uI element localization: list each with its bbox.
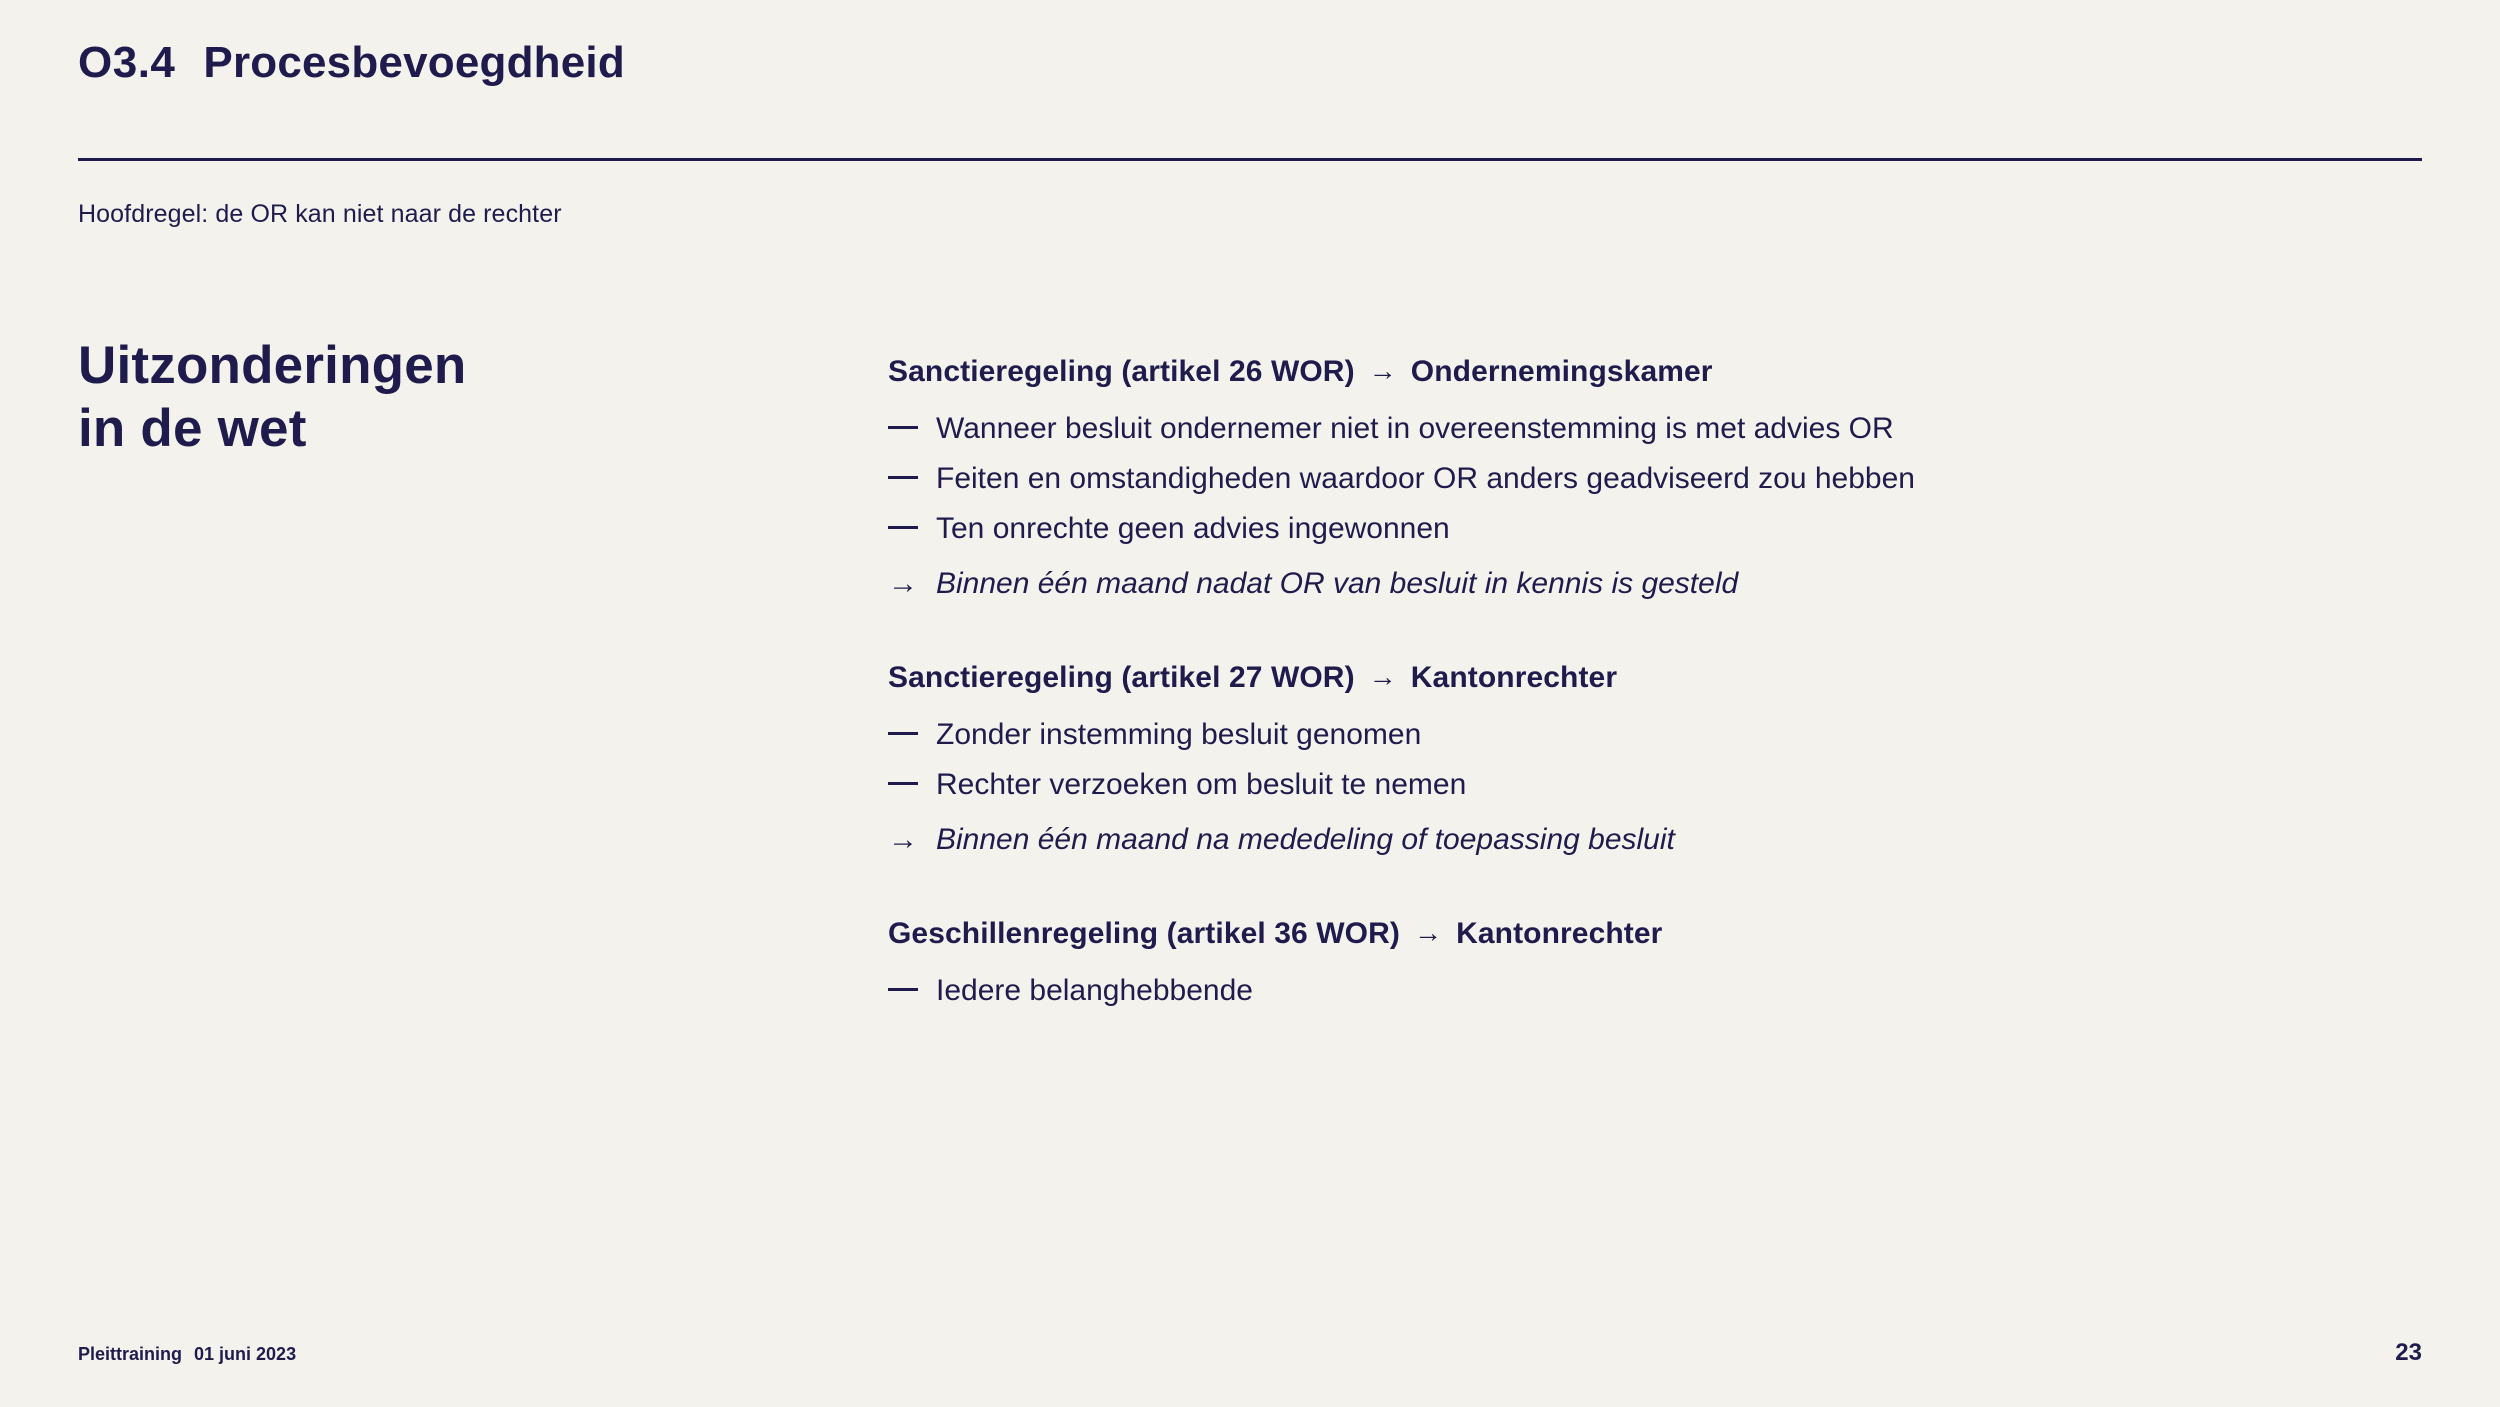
content-block bbox=[888, 661, 2428, 859]
list-item-note bbox=[888, 820, 2428, 859]
list-item-text: Rechter verzoeken om besluit te nemen bbox=[936, 768, 1467, 801]
list-item-text: Binnen één maand na mededeling of toepassing besluit bbox=[936, 823, 1675, 856]
list-item bbox=[888, 409, 2428, 448]
header-divider bbox=[78, 158, 2422, 161]
dash-icon bbox=[888, 715, 922, 754]
footer-date: 01 juni 2023 bbox=[194, 1344, 297, 1364]
list-item-text: Zonder instemming besluit genomen bbox=[936, 718, 1422, 751]
block-title-left: Sanctieregeling (artikel 27 WOR) bbox=[888, 661, 1355, 694]
section-heading bbox=[78, 335, 798, 460]
section-heading-line-2: in de wet bbox=[78, 398, 307, 458]
list-item bbox=[888, 971, 2428, 1010]
footer-label: Pleittraining bbox=[78, 1344, 183, 1364]
list-item-note bbox=[888, 564, 2428, 603]
list-item-text: Wanneer besluit ondernemer niet in overeenstemming is met advies OR bbox=[936, 412, 1894, 445]
block-title-left: Geschillenregeling (artikel 36 WOR) bbox=[888, 917, 1400, 950]
list-item-text: Binnen één maand nadat OR van besluit in kennis is gesteld bbox=[936, 567, 1739, 600]
arrow-right-icon: → bbox=[1413, 917, 1443, 948]
arrow-right-icon: → bbox=[888, 567, 918, 600]
page-number: 23 bbox=[2395, 1339, 2422, 1366]
block-title bbox=[888, 917, 2428, 951]
content-block bbox=[888, 355, 2428, 603]
slide-header bbox=[78, 38, 625, 88]
content-block bbox=[888, 917, 2428, 1010]
dash-icon bbox=[888, 509, 922, 548]
block-title bbox=[888, 661, 2428, 695]
block-title bbox=[888, 355, 2428, 389]
content-column bbox=[888, 355, 2428, 1021]
footer bbox=[78, 1344, 296, 1365]
dash-icon bbox=[888, 765, 922, 804]
block-title-left: Sanctieregeling (artikel 26 WOR) bbox=[888, 355, 1355, 388]
arrow-right-icon: → bbox=[1368, 355, 1397, 386]
list-item-text: Feiten en omstandigheden waardoor OR anders geadviseerd zou hebben bbox=[936, 462, 1915, 495]
arrow-right-icon: → bbox=[888, 823, 918, 856]
list-item bbox=[888, 765, 2428, 804]
subtitle: Hoofdregel: de OR kan niet naar de rechter bbox=[78, 200, 562, 228]
block-title-right: Kantonrechter bbox=[1410, 661, 1618, 694]
list-item bbox=[888, 715, 2428, 754]
block-title-right: Ondernemingskamer bbox=[1410, 355, 1713, 388]
list-item-text: Ten onrechte geen advies ingewonnen bbox=[936, 512, 1450, 545]
list-item bbox=[888, 459, 2428, 498]
section-heading-line-1: Uitzonderingen bbox=[78, 336, 467, 395]
list-item-text: Iedere belanghebbende bbox=[936, 974, 1253, 1007]
page-title: Procesbevoegdheid bbox=[203, 38, 625, 87]
dash-icon bbox=[888, 409, 922, 448]
list-item bbox=[888, 509, 2428, 548]
section-number: O3.4 bbox=[78, 38, 176, 87]
block-title-right: Kantonrechter bbox=[1456, 917, 1663, 950]
dash-icon bbox=[888, 971, 922, 1010]
dash-icon bbox=[888, 459, 922, 498]
arrow-right-icon: → bbox=[1368, 661, 1397, 692]
